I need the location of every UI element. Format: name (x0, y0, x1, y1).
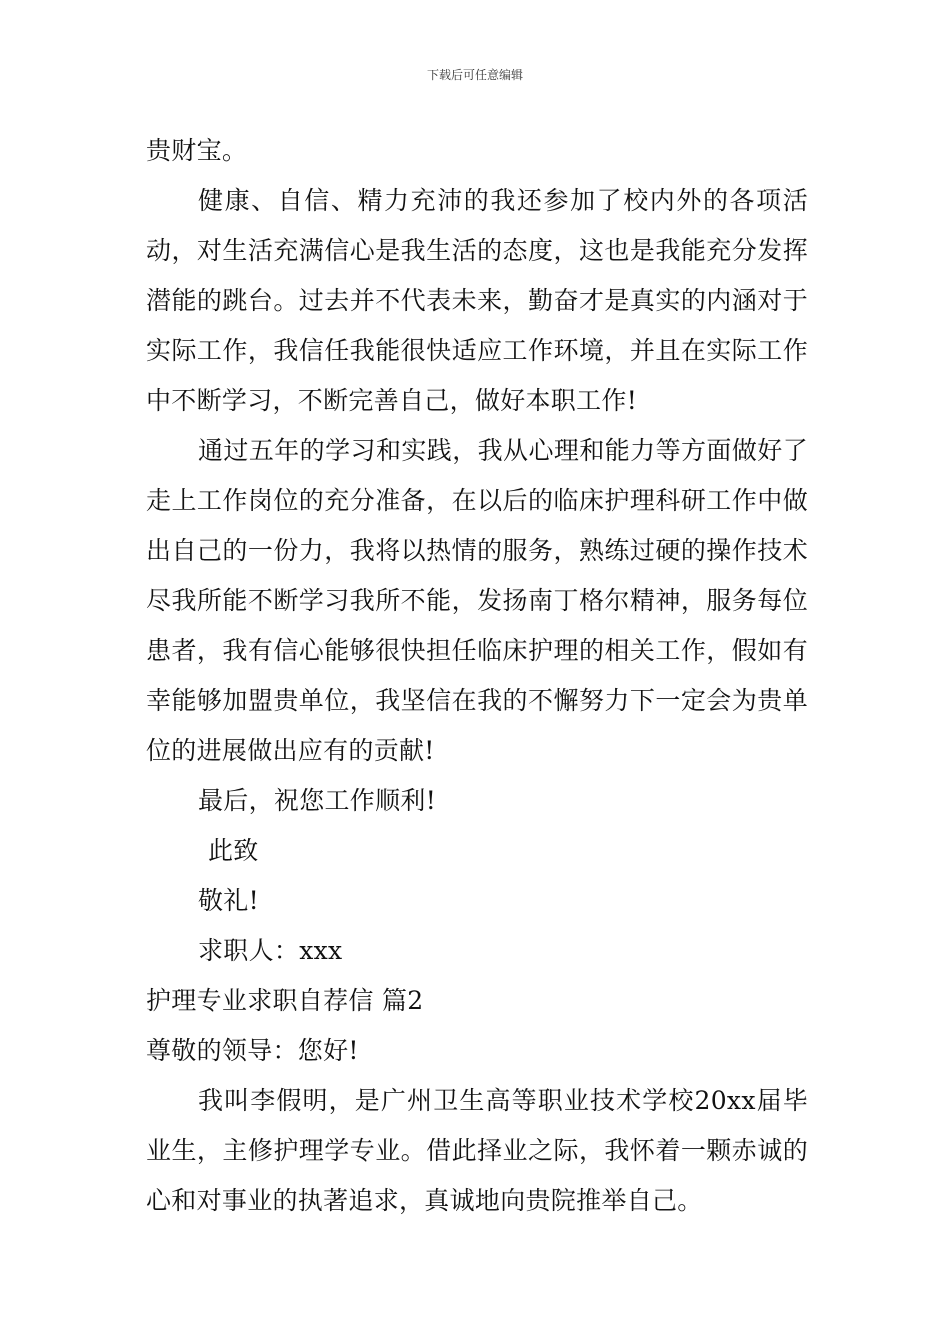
applicant-signature: 求职人：xxx (198, 936, 343, 965)
paragraph-introduction: 我叫李假明，是广州卫生高等职业技术学校20xx届毕业生，主修护理学专业。借此择业之际，我怀着一颗赤诚的心和对事业的执著追求，真诚地向贵院推举自己。 (146, 1086, 808, 1215)
paragraph-continuation: 贵财宝。 (146, 136, 248, 165)
paragraph-study-practice: 通过五年的学习和实践，我从心理和能力等方面做好了走上工作岗位的充分准备，在以后的临床护理科研工作中做出自己的一份力，我将以热情的服务，熟练过硬的操作技术尽我所能不断学习我所不能，发扬南丁格尔精神，服务每位患者，我有信心能够很快担任临床护理的相关工作，假如有幸能够加盟贵单位，我坚信在我的不懈努力下一定会为贵单位的进展做出应有的贡献! (146, 436, 808, 765)
document-body (146, 126, 808, 1226)
salutation-cizhi: 此致 (208, 836, 259, 865)
closing-wish: 最后，祝您工作顺利! (198, 786, 437, 815)
paragraph-health-confidence: 健康、自信、精力充沛的我还参加了校内外的各项活动，对生活充满信心是我生活的态度，这也是我能充分发挥潜能的跳台。过去并不代表未来，勤奋才是真实的内涵对于实际工作，我信任我能很快适应工作环境，并且在实际工作中不断学习，不断完善自己，做好本职工作! (146, 186, 808, 415)
salutation-jingli: 敬礼! (198, 886, 259, 915)
letter-greeting: 尊敬的领导：您好! (146, 1036, 359, 1065)
page-header-note: 下载后可任意编辑 (426, 68, 523, 82)
section-heading: 护理专业求职自荐信 篇2 (146, 986, 424, 1015)
